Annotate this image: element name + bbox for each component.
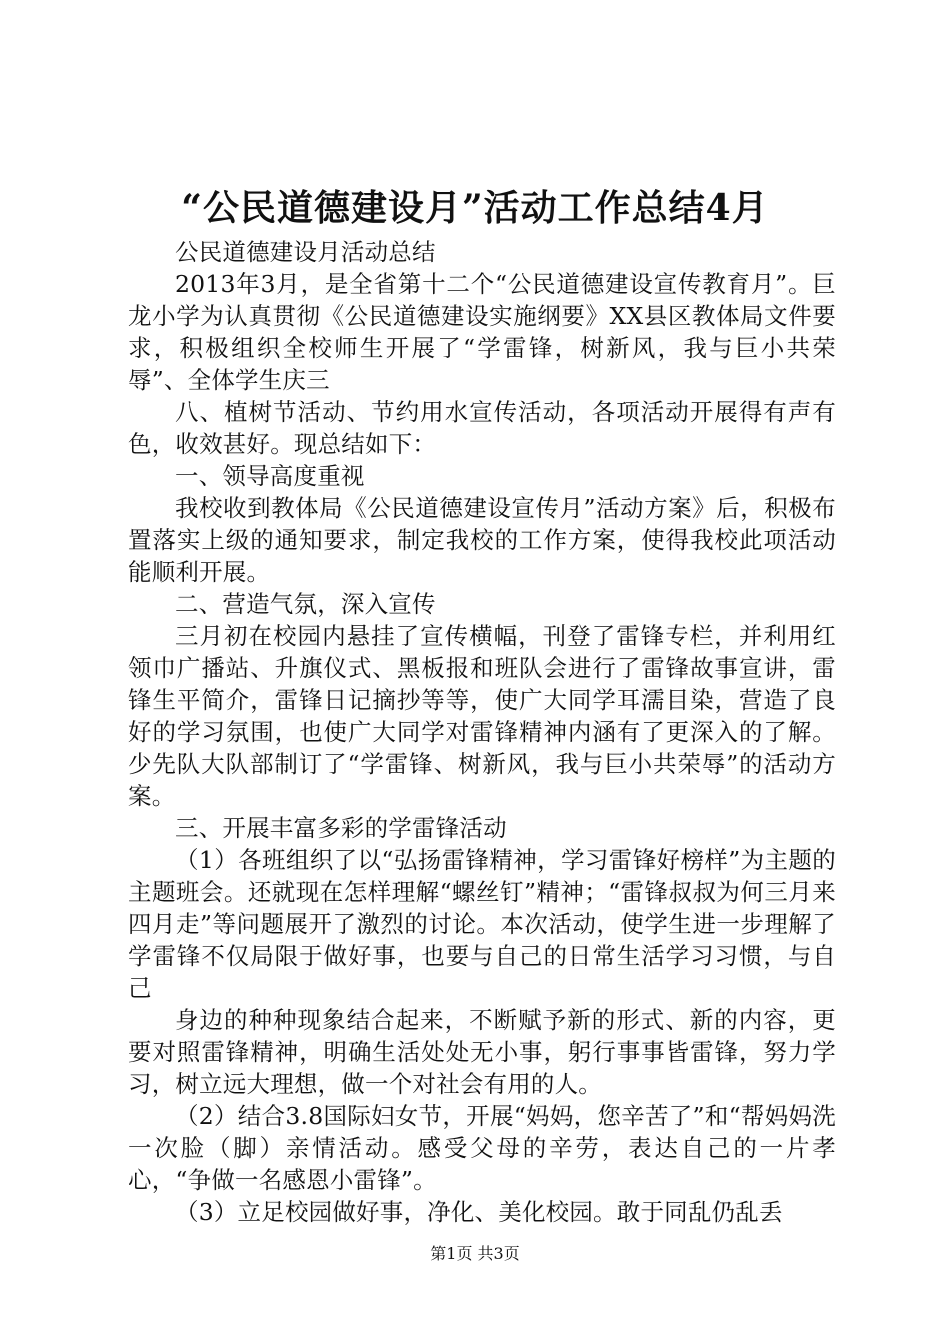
paragraph: 公民道德建设月活动总结 [175, 238, 436, 266]
document-title: “公民道德建设月”活动工作总结4月 [181, 187, 769, 229]
section-heading: 一、领导高度重视 [175, 462, 365, 490]
paragraph: （2）结合3.8国际妇女节，开展“妈妈，您辛苦了”和“帮妈妈洗一次脸（脚）亲情活动。感受父母的辛劳，表达自己的一片孝心，“争做一名感恩小雷锋”。 [128, 1102, 836, 1194]
paragraph: 身边的种种现象结合起来，不断赋予新的形式、新的内容，更要对照雷锋精神，明确生活处处无小事，躬行事事皆雷锋，努力学习，树立远大理想，做一个对社会有用的人。 [128, 1006, 836, 1098]
paragraph: 八、植树节活动、节约用水宣传活动，各项活动开展得有声有色，收效甚好。现总结如下： [128, 398, 836, 458]
paragraph: 我校收到教体局《公民道德建设宣传月”活动方案》后，积极布置落实上级的通知要求，制定我校的工作方案，使得我校此项活动能顺利开展。 [128, 494, 836, 586]
paragraph: （1）各班组织了以“弘扬雷锋精神，学习雷锋好榜样”为主题的主题班会。还就现在怎样理解“螺丝钉”精神；“雷锋叔叔为何三月来四月走”等问题展开了激烈的讨论。本次活动，使学生进一步理解了学雷锋不仅局限于做好事，也要与自己的日常生活学习习惯，与自己 [128, 846, 836, 1002]
page-footer: 第1页 共3页 [430, 1244, 520, 1263]
section-heading: 三、开展丰富多彩的学雷锋活动 [175, 814, 507, 842]
paragraph: （3）立足校园做好事，净化、美化校园。敢于同乱仍乱丢 [175, 1198, 783, 1226]
document-body [128, 236, 836, 1228]
paragraph: 2013年3月，是全省第十二个“公民道德建设宣传教育月”。巨龙小学为认真贯彻《公民道德建设实施纲要》XX县区教体局文件要求，积极组织全校师生开展了“学雷锋，树新风，我与巨小共荣辱”、全体学生庆三 [128, 270, 836, 394]
section-heading: 二、营造气氛，深入宣传 [175, 590, 436, 618]
paragraph: 三月初在校园内悬挂了宣传横幅，刊登了雷锋专栏，并利用红领巾广播站、升旗仪式、黑板报和班队会进行了雷锋故事宣讲，雷锋生平简介，雷锋日记摘抄等等，使广大同学耳濡目染，营造了良好的学习氛围，也使广大同学对雷锋精神内涵有了更深入的了解。少先队大队部制订了“学雷锋、树新风，我与巨小共荣辱”的活动方案。 [128, 622, 836, 810]
